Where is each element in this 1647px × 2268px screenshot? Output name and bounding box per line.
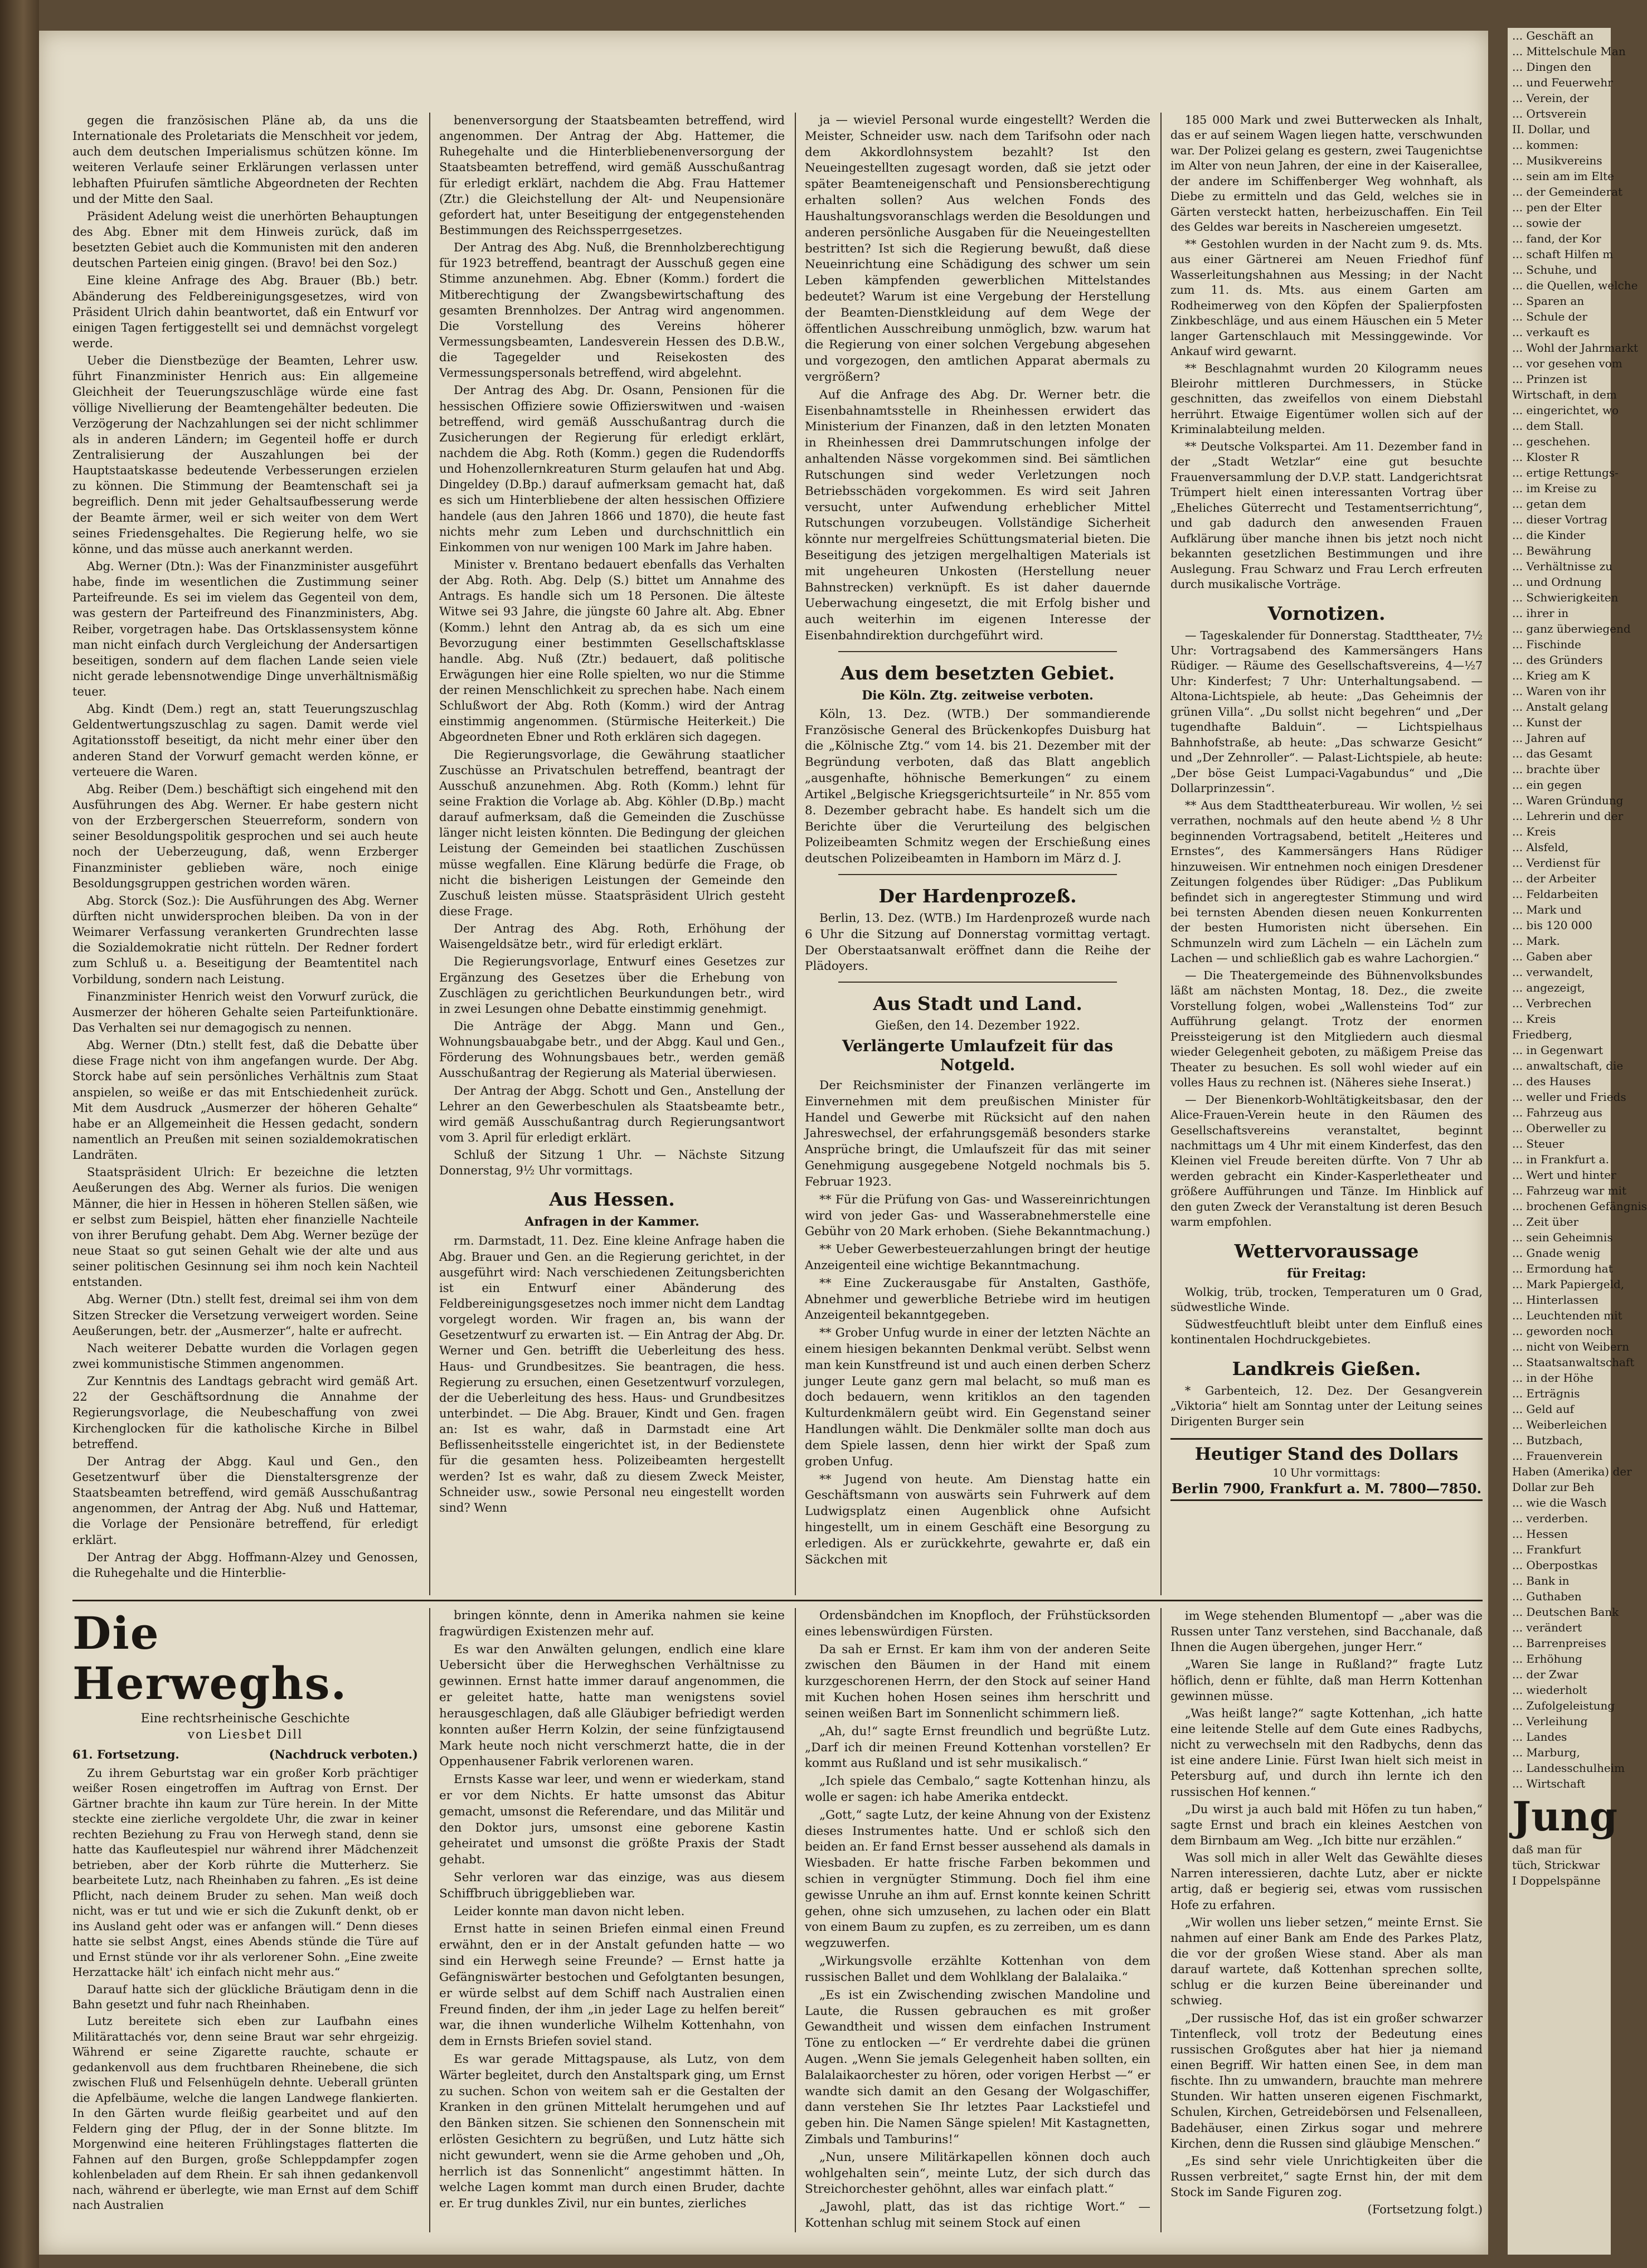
article-paragraph: ** Ueber Gewerbesteuerzahlungen bringt der heutige Anzeigenteil eine wichtige Bekanntmachung. xyxy=(805,1242,1150,1273)
strip-line: ... Wert und hinter xyxy=(1512,1168,1616,1182)
strip-line: ... Barrenpreises xyxy=(1512,1636,1606,1650)
serial-paragraph: „Was heißt lange?“ sagte Kottenhan, „ich hatte eine leitende Stelle auf dem Gute eines Radbychs, nicht zu verwechseln mit den Radbychs, denn das ist eine andere Linie. Fürst Iwan hielt sich meist in Petersburg auf, und durch ihn lernte ich den russischen Hof kennen.“ xyxy=(1170,1706,1483,1799)
strip-line: ... verändert xyxy=(1512,1621,1582,1634)
section-subheading: Verlängerte Umlaufzeit für das Notgeld. xyxy=(842,1037,1114,1074)
strip-line: ... Sparen an xyxy=(1512,294,1585,308)
strip-line: ... sein Geheimnis xyxy=(1512,1231,1613,1244)
strip-line: ... Jahren auf xyxy=(1512,731,1586,745)
strip-line: ... vor gesehen vom xyxy=(1512,357,1622,370)
article-paragraph: gegen die französischen Pläne ab, da uns die Internationale des Proletariats die Menschheit vor jedem, auch dem deutschen Imperialismus schützen könne. Im weiteren Verlaufe seiner Erklärungen verlassen unter lebhaften Pfuirufen sämtliche Abgeordneten der Rechten und der Mitte den Saal. xyxy=(72,114,418,206)
serial-paragraph: Es war gerade Mittagspause, als Lutz, von dem Wärter begleitet, durch den Anstaltspark ging, um Ernst zu suchen. Schon von weitem sah er die Gestalten der Kranken in den grünen Mittelalt herumgehen und auf den Bänken sitzen. Sie schienen den Sonnenschein mit erlösten Gesichtern zu begrüßen, und Lutz hätte sich nicht gewundert, wenn sie die Arme gehoben und „Oh, herrlich ist das Sonnenlicht“ angestimmt hätten. In welche Lagen kommt man durch einen Bruder, dachte er. Er trug dunkles Zivil, nur ein buntes, zierliches xyxy=(439,2052,785,2211)
strip-line: ... Schule der xyxy=(1512,310,1587,323)
strip-line: ... Zufolgeleistung xyxy=(1512,1699,1615,1712)
serial-column-1 xyxy=(72,1608,418,2215)
feuilleton-separator xyxy=(72,1600,1483,1601)
serial-paragraph: Ernsts Kasse war leer, und wenn er wiederkam, stand er vor dem Nichts. Er hatte umsonst das Abitur gemacht, umsonst die Referendare, und das Militär und den Doktor jurs, umsonst eine geborene Kastin geheiratet und umsonst die größte Praxis der Stadt gehabt. xyxy=(439,1772,785,1867)
serial-notice: (Nachdruck verboten.) xyxy=(269,1747,418,1762)
strip-line: tüch, Strickwar xyxy=(1512,1858,1600,1872)
article-paragraph: Berlin, 13. Dez. (WTB.) Im Hardenprozeß wurde nach 6 Uhr die Sitzung auf Donnerstag vormittag vertagt. Der Oberstaatsanwalt eröffnet dann die Reihe der Plädoyers. xyxy=(805,911,1150,974)
strip-line: ... Fischinde xyxy=(1512,638,1581,651)
dollar-title: Heutiger Stand des Dollars xyxy=(1194,1444,1459,1465)
strip-line: ... Kreis xyxy=(1512,1012,1556,1026)
strip-line: ... Erhöhung xyxy=(1512,1652,1582,1665)
article-paragraph: — Der Bienenkorb-Wohltätigkeitsbasar, den der Alice-Frauen-Verein heute in den Räumen des Gesellschaftsvereins veranstaltet, beginnt nachmittags um 4 Uhr mit einem Kinderfest, das den Kleinen viel Freude bereiten dürfte. Von 7 Uhr ab werden gebracht ein Kinder-Kasperletheater und größere Aufführungen und Tänze. Im Hinblick auf den guten Zweck der Veranstaltung ist deren Besuch warm empfohlen. xyxy=(1170,1092,1483,1229)
strip-line: ... Wirtschaft xyxy=(1512,1777,1586,1790)
strip-line: ... Butzbach, xyxy=(1512,1434,1583,1447)
article-paragraph: Abg. Werner (Dtn.) stellt fest, dreimal sei ihm von dem Sitzen Strecker die Versetzung verweigert worden. Seine Aeußerungen, betr. der „Ausmerzer“, halte er aufrecht. xyxy=(72,1293,418,1338)
article-paragraph: ** Für die Prüfung von Gas- und Wassereinrichtungen wird von jeder Gas- und Wasserabnehmerstelle eine Gebühr von 20 Mark erhoben. (Siehe Bekanntmachung.) xyxy=(805,1192,1150,1239)
strip-line: ... verderben. xyxy=(1512,1512,1588,1525)
strip-line: ... ihrer in xyxy=(1512,606,1569,620)
top-column-4 xyxy=(1170,113,1483,1501)
strip-line: ... und Feuerwehr xyxy=(1512,76,1613,89)
strip-line: ... Feldarbeiten xyxy=(1512,887,1599,901)
serial-paragraph: „Gott,“ sagte Lutz, der keine Ahnung von der Existenz dieses Instrumentes hatte. Und er schloß sich den beiden an. Er fand Ernst besser aussehend als damals in Wiesbaden. Er hatte frische Farben bekommen und schien in vergnügter Stimmung. Doch fiel ihm eine gewisse Unruhe an ihm auf. Ernst konnte keinen Schritt gehen, ohne sich umzusehen, zu lachen oder ein Blatt von einem Baum zu zupfen, es zu zerreiben, um es dann wegzuwerfen. xyxy=(805,1808,1150,1951)
strip-line: ... Deutschen Bank xyxy=(1512,1605,1619,1619)
serial-paragraph: Darauf hatte sich der glückliche Bräutigam denn in die Bahn gesetzt und fuhr nach Rheinhaben. xyxy=(72,1982,418,2011)
section-subheading: Die Köln. Ztg. zeitweise verboten. xyxy=(862,688,1094,703)
strip-line: ... angezeigt, xyxy=(1512,981,1585,994)
strip-line: ... Guthaben xyxy=(1512,1590,1582,1603)
strip-line: ... Lehrerin und der xyxy=(1512,809,1624,823)
strip-line: ... Waren von ihr xyxy=(1512,684,1606,698)
strip-line: ... Zeit über xyxy=(1512,1215,1579,1228)
strip-line: ... ganz überwiegend xyxy=(1512,622,1631,635)
strip-line: ... Mittelschule Man xyxy=(1512,45,1626,58)
strip-line: ... kommen: xyxy=(1512,138,1578,152)
strip-line: ... Gaben aber xyxy=(1512,950,1592,963)
strip-line: ... ertige Rettungs- xyxy=(1512,466,1619,479)
strip-line: ... der Zwar xyxy=(1512,1668,1578,1681)
strip-line: ... Ermordung hat xyxy=(1512,1262,1613,1275)
strip-line: ... Verbrechen xyxy=(1512,997,1592,1010)
strip-line: ... anwaltschaft, die xyxy=(1512,1059,1624,1072)
serial-paragraph: „Ah, du!“ sagte Ernst freundlich und begrüßte Lutz. „Darf ich dir meinen Freund Kottenhan vorstellen? Er kommt aus Rußland und ist sehr musikalisch.“ xyxy=(805,1724,1150,1771)
strip-line: ... Wohl der Jahrmarkt xyxy=(1512,341,1638,354)
strip-line: ... Erträgnis xyxy=(1512,1387,1580,1400)
article-paragraph: Der Antrag des Abg. Roth, Erhöhung der Waisengeldsätze betr., wird für erledigt erklärt. xyxy=(439,922,785,951)
article-paragraph: Eine kleine Anfrage des Abg. Brauer (Bb.) betr. Abänderung des Feldbereinigungsgesetzes, wird von Präsident Ulrich dahin beantwortet, daß ein Entwurf vor einigen Tagen fertiggestellt sei und demnächst vorgelegt werde. xyxy=(72,274,418,350)
serial-paragraph: „Du wirst ja auch bald mit Höfen zu tun haben,“ sagte Ernst und brach ein kleines Aestchen von dem Birnbaum am Weg. „Ich bitte nur erzählen.“ xyxy=(1170,1802,1483,1847)
strip-line: ... Kreis xyxy=(1512,825,1556,838)
strip-line: ... und Ordnung xyxy=(1512,575,1602,589)
strip-line: ... wie die Wasch xyxy=(1512,1496,1607,1509)
strip-line: ... in Gegenwart xyxy=(1512,1043,1604,1057)
article-paragraph: Der Antrag der Abgg. Schott und Gen., Anstellung der Lehrer an den Gewerbeschulen als Staatsbeamte betr., wird gemäß Ausschußantrag durch Regierungsantwort vom 3. April für erledigt erklärt. xyxy=(439,1084,785,1144)
strip-line: ... Verhältnisse zu xyxy=(1512,560,1613,573)
strip-line: Dollar zur Beh xyxy=(1512,1480,1595,1494)
section-heading: Vornotizen. xyxy=(1267,602,1386,624)
section-heading: Aus dem besetzten Gebiet. xyxy=(840,662,1115,684)
strip-line: ... Verdienst für xyxy=(1512,856,1600,870)
strip-line: ... pen der Elter xyxy=(1512,201,1602,214)
strip-line: ... Mark Papiergeld, xyxy=(1512,1278,1625,1291)
strip-line: ... Fahrzeug aus xyxy=(1512,1106,1602,1119)
serial-column-3 xyxy=(805,1608,1150,2233)
article-paragraph: Der Reichsminister der Finanzen verlängerte im Einvernehmen mit dem preußischen Minister für Handel und Gewerbe mit Rücksicht auf den nahen Jahreswechsel, der erfahrungsgemäß besonders starke Ansprüche bringt, die Umlaufszeit für das mit seiner Genehmigung ausgegebene Notgeld nochmals bis 5. Februar 1923. xyxy=(805,1079,1150,1189)
adjacent-page-strip xyxy=(1508,28,1647,2255)
weather-subheading: für Freitag: xyxy=(1287,1266,1366,1281)
article-paragraph: Die Anträge der Abgg. Mann und Gen., Wohnungsbauabgabe betr., und der Abgg. Kaul und Gen., Förderung des Wohnungsbaues betr., werden gemäß Ausschußantrag der Regierung als Material überwiesen. xyxy=(439,1019,785,1080)
strip-line: ... Steuer xyxy=(1512,1137,1565,1150)
weather-text: Südwestfeuchtluft bleibt unter dem Einfluß eines kontinentalen Hochdruckgebietes. xyxy=(1170,1317,1483,1347)
strip-line: ... Anstalt gelang xyxy=(1512,700,1609,713)
strip-line: ... sowie der xyxy=(1512,216,1581,230)
article-paragraph: Köln, 13. Dez. (WTB.) Der sommandierende Französische General des Brückenkopfes Duisburg hat die „Kölnische Ztg.“ vom 14. bis 21. Dezember mit der Begründung verboten, daß das Blatt angeblich „ausgenhafte, höhnische Bemerkungen“ zu einem Artikel „Belgische Kriegsgerichtsurteile“ in Nr. 855 vom 8. Dezember gebracht habe. Es handelt sich um die Berichte über die Verurteilung des belgischen Polizeibeamten Schmitz wegen der Erschießung eines deutschen Polizeibeamten in Hamborn im März d. J. xyxy=(805,707,1150,866)
serial-paragraph: „Es sind sehr viele Unrichtigkeiten über die Russen verbreitet,“ sagte Ernst hin, der mit dem Stock im Sande Figuren zog. xyxy=(1170,2154,1483,2199)
strip-line: ... dem Stall. xyxy=(1512,419,1584,433)
strip-line: ... Mark. xyxy=(1512,934,1560,948)
article-paragraph: Minister v. Brentano bedauert ebenfalls das Verhalten der Abg. Roth. Abg. Delp (S.) bittet um Annahme des Antrags. Es handle sich um 18 Personen. Die älteste Witwe sei 93 Jahre, die jüngste 60 Jahre alt. Abg. Ebner (Komm.) lehnt den Antrag ab, da es sich um eine Bevorzugung einer bestimmten Gesellschaftsklasse handle. Abg. Nuß (Ztr.) bedauert, daß politische Erwägungen hier eine Rolle spielten, wo nur die Stimme der reinen Menschlichkeit zu sprechen habe. Nach einem Schlußwort der Abg. Roth (Komm.) wird der Antrag einstimmig angenommen. (Stürmische Heiterkeit.) Die Abgeordneten Ebner und Roth erklären sich dagegen. xyxy=(439,557,785,744)
strip-line: ... Geld auf xyxy=(1512,1402,1575,1416)
dollar-rate-box xyxy=(1170,1438,1483,1501)
article-paragraph: Auf die Anfrage des Abg. Dr. Werner betr. die Eisenbahnamtsstelle in Rheinhessen erwidert das Ministerium der Finanzen, daß in den letzten Monaten in Rheinhessen drei Dammrutschungen infolge der anhaltenden Nässe vorgekommen sind. Bei sämtlichen Rutschungen sind weder Verletzungen noch Betriebsschäden vorgekommen. Es wird seit Jahren versucht, unter Aufwendung erheblicher Mittel Rutschungen vorzubeugen. Vollständige Sicherheit könnte nur mergelfreies Schüttungsmaterial bieten. Die Beseitigung des jetzigen mergelhaltigen Materials ist mit ungeheuren Unkosten (Herstellung neuer Bahnstrecken) verknüpft. Es ist daher dauernde Ueberwachung eingesetzt, die mit Erfolg bisher und auch weiterhin im eigenen Interesse der Eisenbahndirektion durchgeführt wird. xyxy=(805,387,1150,643)
newspaper-page xyxy=(39,31,1488,2255)
strip-line: II. Dollar, und xyxy=(1512,123,1590,136)
serial-column-4 xyxy=(1170,1608,1483,2217)
article-paragraph: Der Antrag der Abgg. Kaul und Gen., den Gesetzentwurf über die Dienstaltersgrenze der Staatsbeamten betreffend, wird gemäß Ausschußantrag angenommen, der Antrag der Abg. Nuß und Hattemar, die Vorlage der Pensionäre betreffend, für erledigt erklärt. xyxy=(72,1454,418,1547)
strip-line: ... Verleihung xyxy=(1512,1715,1588,1728)
strip-line: Haben (Amerika) der xyxy=(1512,1465,1632,1478)
strip-line: ... Ortsverein xyxy=(1512,107,1587,120)
strip-line: ... fand, der Kor xyxy=(1512,232,1601,245)
serial-paragraph: Leider konnte man davon nicht leben. xyxy=(454,1904,685,1919)
strip-line: Jung xyxy=(1512,1793,1618,1840)
strip-line: ... in der Höhe xyxy=(1512,1371,1593,1385)
strip-line: ... des Gründers xyxy=(1512,653,1603,667)
strip-line: ... Verein, der xyxy=(1512,91,1589,105)
article-paragraph: Präsident Adelung weist die unerhörten Behauptungen des Abg. Ebner mit dem Hinweis zurück, daß im besetzten Gebiet auch die Kommunisten mit den anderen deutschen Parteien einig gingen. (Bravo! bei den Soz.) xyxy=(72,209,418,270)
top-column-3 xyxy=(805,113,1150,1570)
strip-line: I Doppelspänne xyxy=(1512,1874,1601,1887)
strip-line: ... Schuhe, und xyxy=(1512,263,1597,276)
strip-line: ... Frankfurt xyxy=(1512,1543,1581,1556)
weather-heading: Wettervoraussage xyxy=(1234,1240,1419,1262)
strip-line: ... Landes xyxy=(1512,1730,1567,1744)
strip-line: ... Krieg am K xyxy=(1512,669,1590,682)
article-paragraph: Nach weiterer Debatte wurden die Vorlagen gegen zwei kommunistische Stimmen angenommen. xyxy=(72,1341,418,1371)
article-paragraph: Abg. Kindt (Dem.) regt an, statt Teuerungszuschlag Geldentwertungszuschlag zu sagen. Damit werde viel Agitationsstoff beseitigt, da nicht mehr einer über den anderen Stand der Vorwurf gemacht werden könne, er verteuere die Waren. xyxy=(72,702,418,779)
article-paragraph: rm. Darmstadt, 11. Dez. Eine kleine Anfrage haben die Abg. Brauer und Gen. an die Regierung gerichtet, in der ausgeführt wird: Nach verschiedenen Zeitungsberichten ist ein Entwurf einer Abänderung des Feldbereinigungsgesetzes noch immer nicht dem Landtag vorgelegt worden. Wir fragen an, bis wann der Gesetzentwurf zu erwarten ist. — Ein Antrag der Abg. Dr. Werner und Gen. betrifft die Ueberleitung des hess. Haus- und Grundbesitzes. Sie beantragen, die hess. Regierung zu ersuchen, einen Gesetzentwurf vorzulegen, der die Ueberleitung des hess. Haus- und Grundbesitzes unterbindet. — Die Abg. Brauer, Kindt und Gen. fragen an: Ist es wahr, daß in Darmstadt eine Art Beflissenheitsstelle eingerichtet ist, in der Bedienstete für die gesamten hess. Polizeibeamten hergestellt werden? Ist es wahr, daß zu diesem Zweck Meister, Schneider usw., sowie Personal neu eingestellt worden sind? Wenn xyxy=(439,1234,785,1514)
strip-line: ... schaft Hilfen m xyxy=(1512,247,1614,261)
section-heading: Landkreis Gießen. xyxy=(1232,1357,1421,1380)
serial-paragraph: „Ich spiele das Cembalo,“ sagte Kottenhan hinzu, als wolle er sagen: ich habe Amerika entdeckt. xyxy=(805,1774,1150,1804)
strip-line: ... Leuchtenden mit xyxy=(1512,1309,1622,1322)
article-paragraph: 185 000 Mark und zwei Butterwecken als Inhalt, das er auf seinem Wagen liegen hatte, verschwunden war. Der Polizei gelang es gestern, zwei Taugenichtse im Alter von neun Jahren, der eine in der Kaiserallee, der andere im Schiffenberger Weg wohnhaft, als Diebe zu ermitteln und das Geld, welches sie in Gärten versteckt hatten, herbeizuschaffen. Ein Teil des Geldes war bereits in Naschereien umgesetzt. xyxy=(1170,113,1483,234)
strip-line: ... Hessen xyxy=(1512,1527,1568,1541)
strip-line: ... Weiberleichen xyxy=(1512,1418,1607,1431)
section-heading: Der Hardenprozeß. xyxy=(878,885,1077,907)
article-paragraph: Abg. Storck (Soz.): Die Ausführungen des Abg. Werner dürften nicht unwidersprochen bleiben. Da von in der Weimarer Verfassung verankerten Grundrechten lasse die Sozialdemokratie nicht rütteln. Der Redner fordert zum Schluß u. a. Beseitigung der Beamtentitel nach Vorbildung, sondern nach Leistung. xyxy=(72,893,418,986)
weather-text: Wolkig, trüb, trocken, Temperaturen um 0 Grad, südwestliche Winde. xyxy=(1170,1285,1483,1314)
strip-line: ... Bewährung xyxy=(1512,544,1592,557)
serial-paragraph: Ernst hatte in seinen Briefen einmal einen Freund erwähnt, den er in der Anstalt gefunden hatte — wo sind ein Herwegh seine Freunde? — Ernst hatte ja Gefängniswärter bestochen und Gefolgtanten besungen, er würde selbst auf dem Schiff nach Australien einen Freund finden, der ihm „in jeder Lage zu helfen bereit“ war, die ihnen wunderliche Wilhelm Kottenhahn, von dem in Ernsts Briefen soviel stand. xyxy=(439,1922,785,2049)
serial-author: von Liesbet Dill xyxy=(187,1728,303,1742)
article-paragraph: ** Deutsche Volkspartei. Am 11. Dezember fand in der „Stadt Wetzlar“ eine gut besuchte Frauenversammlung der D.V.P. statt. Landgerichtsrat Trümpert hielt einen interessanten Vortrag über „Eheliches Güterrecht und Testamentserrichtung“, und gab dadurch den anwesenden Frauen Aufklärung über manche ihnen bis jetzt noch nicht bekannten gesetzlichen Bestimmungen und ihre Auslegung. Frau Schwarz und Frau Lerch erfreuten durch musikalische Vorträge. xyxy=(1170,439,1483,591)
strip-line: ... weller und Frieds xyxy=(1512,1090,1626,1104)
article-paragraph: Die Regierungsvorlage, Entwurf eines Gesetzes zur Ergänzung des Gesetzes über die Erhebung von Zuschlägen zu gerichtlichen Beurkundungen betr., wird in zwei Lesungen ohne Debatte einstimmig genehmigt. xyxy=(439,955,785,1016)
serial-paragraph: „Nun, unsere Militärkapellen können doch auch wohlgehalten sein“, meinte Lutz, der sich durch das Streichorchester gehöhnt, alles war einfach platt.“ xyxy=(805,2150,1150,2197)
strip-line: ... Geschäft an xyxy=(1512,29,1594,42)
strip-line: ... eingerichtet, wo xyxy=(1512,404,1619,417)
serial-paragraph: „Der russische Hof, das ist ein großer schwarzer Tintenfleck, voll trotz der Bedeutung eines russischen Großgutes aber hat hier ja niemand einen Begriff. Wir hatten einen See, in dem man fischte. Ihn zu umwandern, brauchte man mehrere Stunden. Wir hatten unseren eigenen Fischmarkt, Schulen, Kirchen, Getreidebörsen und Felsenalleen, Badehäuser, einen Zirkus sogar und mehrere Kirchen, denn die Russen sind gläubige Menschen.“ xyxy=(1170,2011,1483,2150)
strip-line: daß man für xyxy=(1512,1843,1582,1856)
article-paragraph: Abg. Werner (Dtn.) stellt fest, daß die Debatte über diese Frage nicht von ihm angefangen wurde. Der Abg. Storck habe auf sein persönliches Verhältnis zum Staat anspielen, so weiße er das mit Entschiedenheit zurück. Mit dem Ausdruck „Ausmerzer der höheren Gehalte“ habe er an Allgemeinheit die Hessen gedacht, sondern namentlich an Preußen mit seinen sozialdemokratischen Landräten. xyxy=(72,1038,418,1162)
serial-paragraph: „Jawohl, platt, das ist das richtige Wort.“ — Kottenhan schlug mit seinem Stock auf einen xyxy=(805,2200,1150,2231)
strip-line: ... verkauft es xyxy=(1512,326,1590,339)
strip-line: ... Kloster R xyxy=(1512,450,1579,464)
serial-paragraph: Was soll mich in aller Welt das Gewählte dieses Narren interessieren, dachte Lutz, aber er nickte artig, daß er begierig sei, etwas vom russischen Hofe zu erfahren. xyxy=(1170,1851,1483,1912)
article-paragraph: benenversorgung der Staatsbeamten betreffend, wird angenommen. Der Antrag der Abg. Hattemer, die Ruhegehalte und die Hinterbliebenenversorgung der Staatsbeamten betreffend, wird gemäß Ausschußantrag für erledigt erklärt, nachdem die Abg. Frau Hattemer (Ztr.) die Gleichstellung der Alt- und Neupensionäre gefordert hat, unter Beseitigung der entgegenstehenden Bestimmungen des Reichssperrgesetzes. xyxy=(439,114,785,237)
section-subheading: Anfragen in der Kammer. xyxy=(524,1215,699,1230)
strip-line: ... Bank in xyxy=(1512,1574,1570,1587)
strip-line: ... geschehen. xyxy=(1512,435,1591,448)
serial-column-2 xyxy=(439,1608,785,2214)
strip-line: ... dieser Vortrag xyxy=(1512,513,1608,526)
strip-line: ... in Frankfurt a. xyxy=(1512,1153,1609,1166)
serial-part: 61. Fortsetzung. xyxy=(72,1747,179,1762)
strip-line: ... Kunst der xyxy=(1512,716,1582,729)
article-paragraph: Abg. Werner (Dtn.): Was der Finanzminister ausgeführt habe, finde im wesentlichen die Zustimmung seiner Parteifreunde. Es sei im vielem das Gegenteil von dem, was gestern der Parteifreund des Finanzministers, Abg. Reiber, vorgetragen habe. Das Ortsklassensystem könne man nicht einfach durch Vergleichung der Andersartigen beseitigen, sondern auf dem flachen Lande seien viele nicht gerade lebensnotwendige Dinge unverhältnismäßig teuer. xyxy=(72,559,418,699)
strip-line: ... Staatsanwaltschaft xyxy=(1512,1356,1635,1369)
strip-line: ... Oberweller zu xyxy=(1512,1121,1606,1135)
strip-line: ... bis 120 000 xyxy=(1512,919,1592,932)
strip-line: ... Frauenverein xyxy=(1512,1449,1603,1463)
strip-line: ... der Gemeinderat xyxy=(1512,185,1623,198)
article-paragraph: Ueber die Dienstbezüge der Beamten, Lehrer usw. führt Finanzminister Henrich aus: Ein allgemeine Gleichheit der Teuerungszuschläge würde eine fast völlige Nivellierung der Beamtengehälter bedeuten. Die Verzögerung der Nachzahlungen sei der nicht schlimmer als in anderen Ländern; im Gegenteil hoffe er durch Zentralisierung der Auszahlungen bei der Hauptstaatskasse bedeutende Verbesserungen erzielen zu können. Die Stimmung der Beamtenschaft sei ja begreiflich. Denn mit jeder Gehaltsaufbesserung werde der Beamte ärmer, weil er sich weiter von dem Wert seines Friedensgehaltes. Die Regierung helfe, wo sie könne, und das müsse auch anerkannt werden. xyxy=(72,354,418,556)
dollar-time: 10 Uhr vormittags: xyxy=(1272,1466,1381,1480)
article-paragraph: * Garbenteich, 12. Dez. Der Gesangverein „Viktoria“ hielt am Sonntag unter der Leitung seines Dirigenten Burger sein xyxy=(1170,1383,1483,1428)
article-paragraph: Abg. Reiber (Dem.) beschäftigt sich eingehend mit den Ausführungen des Abg. Werner. Er habe gestern nicht von der Erzbergerschen Steuerreform, sondern von seiner Besoldungspolitik gesprochen und sei auch heute noch der Ueberzeugung, daß, wenn Erzberger Finanzminister geblieben wäre, noch einige Besoldungsgruppen gestrichen worden wären. xyxy=(72,782,418,890)
section-heading: Aus Hessen. xyxy=(549,1188,675,1211)
strip-line: ... Musikvereins xyxy=(1512,154,1602,167)
serial-paragraph: Lutz bereitete sich eben zur Laufbahn eines Militärattachés vor, denn seine Braut war sehr ehrgeizig. Während er seine Zigarette rauchte, schaute er gedankenvoll aus dem fruchtbaren Rheinebene, die sich zwischen Fluß und Felsenhügeln dehnte. Ueberall grünten die Apfelbäume, welche die langen Landwege flankierten. In den Gärten wurde fleißig gearbeitet und auf den Feldern ging der Pflug, der in der Sonne blitzte. Im Morgenwind eine heiteren Frühlingstages flatterten die Fahnen auf den Burgen, große Schleppdampfer zogen kohlenbeladen auf dem Rhein. Er sah ihnen gedankenvoll nach, während er überlegte, wie man Ernst auf dem Schiff nach Australien xyxy=(72,2014,418,2212)
serial-paragraph: „Wirkungsvolle erzählte Kottenhan von dem russischen Ballet und dem Wohlklang der Balalaika.“ xyxy=(805,1954,1150,1984)
strip-line: ... Oberpostkas xyxy=(1512,1558,1598,1572)
serial-title: Die Herweghs. xyxy=(72,1607,348,1710)
serial-paragraph: „Es ist ein Zwischending zwischen Mandoline und Laute, die Russen gebrauchen es mit großer Gewandtheit und wissen dem einfachen Instrument Töne zu entlocken —“ Er verdrehte dabei die grünen Augen. „Wenn Sie jemals Gelegenheit haben sollten, ein Balalaikaorchester zu hören, oder vorigen Herbst —“ er wandte sich damit an den Gesang der Wolgaschiffer, dann verstehen Sie Ihr letztes Paar Lackstiefel und geben hin. Die Namen Sänge spielen! Mit Kastagnetten, Zimbals und Tamburins!“ xyxy=(805,1988,1150,2146)
book-binding xyxy=(0,0,39,2268)
strip-line: ... das Gesamt xyxy=(1512,747,1592,760)
article-paragraph: Der Antrag des Abg. Nuß, die Brennholzberechtigung für 1923 betreffend, beantragt der Ausschuß gegen eine Stimme anzunehmen. Abg. Ebner (Komm.) fordert die Mitberechtigung der Zwangsbewirtschaftung des gesamten Brennholzes. Der Antrag wird angenommen. Die Vorstellung des Vereins höherer Vermessungsbeamten, Landesverein Hessen des D.B.W., die Tagegelder und Reisekosten des Vermessungspersonals betreffend, wird abgelehnt. xyxy=(439,241,785,380)
strip-line: ... Gnade wenig xyxy=(1512,1246,1601,1260)
serial-paragraph: Ordensbändchen im Knopfloch, der Frühstücksorden eines lebenswürdigen Fürsten. xyxy=(805,1609,1150,1639)
serial-paragraph: „Wir wollen uns lieber setzen,“ meinte Ernst. Sie nahmen auf einer Bank am Ende des Parkes Platz, die vor der großen Wiese stand. Aber als man darauf wartete, daß Kottenhan sprechen sollte, schlug er die kurzen Beine übereinander und schwieg. xyxy=(1170,1915,1483,2008)
serial-part-line xyxy=(72,1747,418,1762)
dateline: Gießen, den 14. Dezember 1922. xyxy=(875,1019,1080,1033)
strip-line: ... des Hauses xyxy=(1512,1075,1591,1088)
serial-paragraph: „Waren Sie lange in Rußland?“ fragte Lutz höflich, denn er fühlte, daß man Herrn Kottenhan gewinnen müsse. xyxy=(1170,1658,1483,1703)
top-column-1 xyxy=(72,113,418,1582)
strip-line: ... ein gegen xyxy=(1512,778,1582,791)
article-paragraph: Zur Kenntnis des Landtags gebracht wird gemäß Art. 22 der Geschäftsordnung die Annahme der Regierungsvorlage, die Neubeschaffung von zwei Kirchenglocken für die katholische Kirche in Bilbel betreffend. xyxy=(72,1375,418,1451)
strip-line: ... die Quellen, welche xyxy=(1512,279,1638,292)
strip-line: ... nicht von Weibern xyxy=(1512,1340,1629,1353)
section-heading: Aus Stadt und Land. xyxy=(873,993,1082,1015)
serial-paragraph: Da sah er Ernst. Er kam ihm von der anderen Seite zwischen den Bäumen in der Hand mit einem kurzgeschorenen Herrn, der den Stock auf seiner Hand mit Kuchen hohen Hosen seines ihm herschritt und seinen weißen Bart im Sonnenlicht schimmern ließ. xyxy=(805,1642,1150,1721)
article-paragraph: Der Antrag des Abg. Dr. Osann, Pensionen für die hessischen Offiziere sowie Offizierswitwen und -waisen betreffend, wird gemäß Ausschußantrag durch die Zusicherungen der Regierung für erledigt erklärt, nachdem die Abg. Roth (Komm.) gegen die Rudendorffs und Hohenzollernkreaturen Sturm gelaufen hat und Abg. Dingeldey (D.Bp.) darauf aufmerksam gemacht hat, daß es sich um Hinterbliebene der alten hessischen Offiziere handele (aus den Jahren 1866 und 1870), die heute fast nichts mehr zum Leben und durchschnittlich ein Einkommen von nur wenigen 100 Mark im Jahre haben. xyxy=(439,383,785,554)
strip-line: ... Alsfeld, xyxy=(1512,841,1569,854)
strip-line: ... wiederholt xyxy=(1512,1683,1587,1697)
article-paragraph: Die Regierungsvorlage, die Gewährung staatlicher Zuschüsse an Privatschulen betreffend, beantragt der Ausschuß anzunehmen. Abg. Roth (Komm.) lehnt für seine Fraktion die Vorlage ab. Abg. Köhler (D.Bp.) macht darauf aufmerksam, daß die Gemeinden die Zuschüsse länger nicht leisten könnten. Die Bedingung der gleichen Leistung der Gemeinden bei staatlichen Zuschüssen müsse wegfallen. Eine Klärung bedürfe die Frage, ob nicht die bisherigen Leistungen der Gemeinde den Zuschuß leisten müsse. Staatspräsident Ulrich gesteht diese Frage. xyxy=(439,747,785,919)
strip-line: ... Marburg, xyxy=(1512,1746,1580,1759)
strip-line: ... Mark und xyxy=(1512,903,1582,916)
serial-continued: (Fortsetzung folgt.) xyxy=(1367,2203,1483,2217)
strip-line: ... die Kinder xyxy=(1512,528,1586,542)
strip-line: ... Fahrzeug war mit xyxy=(1512,1184,1627,1197)
serial-paragraph: im Wege stehenden Blumentopf — „aber was die Russen unter Tanz verstehen, sind Bacchanale, daß Ihnen die Augen übergehen, junger Herr.“ xyxy=(1170,1609,1483,1654)
article-paragraph: Staatspräsident Ulrich: Er bezeichne die letzten Aeußerungen des Abg. Werner als furios. Die wenigen Männer, die hier in Hessen in höheren Stellen säßen, wie er selbst zum Beispiel, hätten eher finanzielle Nachteile von ihrer Berufung gehabt. Dem Abg. Werner bezüge der neue Staat so gut seinen Gehalt wie der alte und aus seiner politischen Gesinnung sei ihm noch kein Nachteil entstanden. xyxy=(72,1165,418,1289)
strip-line: ... getan dem xyxy=(1512,497,1586,511)
serial-paragraph: Sehr verloren war das einzige, was aus diesem Schiffbruch übriggeblieben war. xyxy=(439,1871,785,1901)
strip-line: ... Dingen den xyxy=(1512,60,1592,74)
strip-line: ... Hinterlassen xyxy=(1512,1293,1599,1307)
top-column-2 xyxy=(439,113,785,1517)
strip-line: ... verwandelt, xyxy=(1512,965,1593,979)
strip-line: ... Prinzen ist xyxy=(1512,372,1587,386)
strip-line: ... brachte über xyxy=(1512,763,1600,776)
serial-paragraph: bringen könnte, denn in Amerika nahmen sie keine fragwürdigen Existenzen mehr auf. xyxy=(439,1609,785,1639)
strip-line: Friedberg, xyxy=(1512,1028,1572,1041)
article-paragraph: ** Eine Zuckerausgabe für Anstalten, Gasthöfe, Abnehmer und gewerbliche Betriebe wird im heutigen Anzeigenteil bekanntgegeben. xyxy=(805,1276,1150,1323)
article-paragraph: ** Beschlagnahmt wurden 20 Kilogramm neues Bleirohr mittleren Durchmessers, in Stücke geschnitten, das zweifellos von einem Diebstahl herrührt. Etwaige Eigentümer wollen sich auf der Kriminalabteilung melden. xyxy=(1170,361,1483,436)
article-paragraph: — Die Theatergemeinde des Bühnenvolksbundes läßt am nächsten Montag, 18. Dez., die zweite Vorstellung folgen, wobei „Wallensteins Tod“ zur Aufführung gelangt. Trotz der enormen Preissteigerung ist den Mitgliedern auch diesmal wieder Gelegenheit geboten, zu mäßigem Preise das Theater zu besuchen. Es soll wohl wieder auf ein volles Haus zu rechnen ist. (Näheres siehe Inserat.) xyxy=(1170,968,1483,1090)
strip-line: ... Schwierigkeiten xyxy=(1512,591,1619,604)
article-paragraph: ja — wieviel Personal wurde eingestellt? Werden die Meister, Schneider usw. nach dem Tarifsohn oder nach dem Akkordlohnsystem bezahlt? Ist den Neueingestellten zugesagt worden, daß sie jetzt oder später Beamteneigenschaft und Pensionsberechtigung erhalten sollen? Aus welchen Fonds des Haushaltungsvoranschlags werden die Besoldungen und anderen persönliche Ausgaben für die Neueingestellten bestritten? Ist sich die Regierung bewußt, daß diese Neueinrichtung eine Schädigung des schwer um sein Leben kämpfenden gewerblichen Mittelstandes bedeutet? Warum ist eine Vergebung der Herstellung der Beamten-Dienstkleidung auf dem Wege der öffentlichen Ausschreibung unmöglich, bzw. warum hat die Regierung von einer solchen Vergebung abgesehen und vorgezogen, den amtlichen Apparat abermals zu vergrößern? xyxy=(805,113,1150,384)
serial-paragraph: Zu ihrem Geburtstag war ein großer Korb prächtiger weißer Rosen eingetroffen im Auftrag von Ernst. Der Gärtner brachte ihn kaum zur Türe herein. In der Mitte steckte eine zierliche vergoldete Uhr, die zwar in keiner rechten Beziehung zu Frau von Herwegh stand, denn sie hatte das Kaufleutespiel nur während ihrer Mädchenzeit betrieben, aber der Korb rührte die Mutterherz. Sie bearbeitete Lutz, nach Rheinhaben zu fahren. „Es ist deine Pflicht, nach deinem Bruder zu sehen. Man weiß doch nicht, was er tut und wie er sich die Zukunft denkt, ob er ins Ausland geht oder was er anfangen will.“ Denn dieses hatte sie selbst Angst, eines Abends stünde die Türe auf und Ernst stünde vor ihr als verlorener Sohn. „Eine zweite Herzattacke hält' ich einfach nicht mehr aus.“ xyxy=(72,1766,418,1979)
strip-line: ... im Kreise zu xyxy=(1512,482,1597,495)
article-paragraph: Finanzminister Henrich weist den Vorwurf zurück, die Ausmerzer der höheren Gehalte seien Parteifunktionäre. Das Verhalten sei nur demagogisch zu nennen. xyxy=(72,989,418,1035)
strip-line: ... sein am im Elte xyxy=(1512,169,1614,183)
strip-line: Wirtschaft, in dem xyxy=(1512,388,1617,401)
strip-line: ... brochenen Gefängnis xyxy=(1512,1199,1647,1213)
dollar-values: Berlin 7900, Frankfurt a. M. 7800—7850. xyxy=(1172,1480,1481,1497)
strip-line: ... geworden noch xyxy=(1512,1324,1614,1338)
article-paragraph: ** Grober Unfug wurde in einer der letzten Nächte an einem hiesigen bekannten Denkmal verübt. Selbst wenn man kein Kunstfreund ist und auch einen derben Scherz junger Leute ganz gern mal belacht, so muß man es doch bedauern, wenn kritiklos an den tagenden Kulturdenkmälern geübt wird. Ein Gegenstand seiner Handlungen wählt. Die Denkmäler sollte man doch aus dem Spiele lassen, denn hier wirkt der Spaß zum groben Unfug. xyxy=(805,1326,1150,1469)
strip-line: ... Landesschulheim xyxy=(1512,1761,1625,1775)
serial-paragraph: Es war den Anwälten gelungen, endlich eine klare Uebersicht über die Herweghschen Verhältnisse zu gewinnen. Ernst hatte immer darauf angenommen, die er geleitet hatte, hatte man wenigstens soviel herausgeschlagen, daß alle Gläubiger befriedigt werden konnten außer Herrn Kolzin, der seine fünfzigtausend Mark heute noch nicht verschmerzt hatte, die in der Oppenhausener Fabrik verlorenen waren. xyxy=(439,1642,785,1769)
article-paragraph: Schluß der Sitzung 1 Uhr. — Nächste Sitzung Donnerstag, 9½ Uhr vormittags. xyxy=(439,1148,785,1178)
article-paragraph: ** Gestohlen wurden in der Nacht zum 9. ds. Mts. aus einer Gärtnerei am Neuen Friedhof fünf Wasserleitungshahnen aus Messing; in der Nacht zum 11. ds. Mts. aus einem Garten am Rodheimerweg von den Köpfen der Spalierpfosten Zinkbeschläge, und aus einem Häuschen ein 5 Meter langer Gartenschlauch mit Messinggewinde. Vor Ankauf wird gewarnt. xyxy=(1170,237,1483,358)
article-paragraph: ** Jugend von heute. Am Dienstag hatte ein Geschäftsmann von auswärts sein Fuhrwerk auf dem Ludwigsplatz einen Augenblick ohne Aufsicht hingestellt, um in einem Geschäft eine Besorgung zu erledigen. Als er zurückkehrte, gewahrte er, daß ein Säckchen mit xyxy=(805,1472,1150,1567)
article-paragraph: ** Aus dem Stadttheaterbureau. Wir wollen, ½ sei verrathen, nochmals auf den heute abend ½ 8 Uhr beginnenden Vortragsabend, betitelt „Heiteres und Ernstes“, des Kammersängers Hans Rüdiger hinzuweisen. Wir entnehmen noch einigen Dresdener Zeitungen folgendes über Rüdiger: „Das Publikum befindet sich in angeregtester Stimmung und wird bei ternsten Abenden diesen neuen Konkurrenten der besten Humoristen nicht übersehen. Ein Schmunzeln wird zum Lächeln — ein Lächeln zum Lachen — und schließlich gab es wahre Lachorgien.“ xyxy=(1170,798,1483,965)
serial-subtitle: Eine rechtsrheinische Geschichte xyxy=(140,1712,350,1726)
article-paragraph: — Tageskalender für Donnerstag. Stadttheater, 7½ Uhr: Vortragsabend des Kammersängers Hans Rüdiger. — Räume des Gesellschaftsvereins, 4—½7 Uhr: Kinderfest; 7 Uhr: Unterhaltungsabend. — Altona-Lichtspiele, ab heute: „Das Geheimnis der grünen Villa“. „Du sollst nicht begehren“ und „Der tugendhafte Balduin“. — Lichtspielhaus Bahnhofstraße, ab heute: „Das schwarze Gesicht“ und „Der Zehnroller“. — Palast-Lichtspiele, ab heute: „Der böse Geist Lumpaci-Vagabundus“ und „Die Dollarprinzessin“. xyxy=(1170,628,1483,795)
strip-line: ... Waren Gründung xyxy=(1512,794,1624,807)
strip-line: ... der Arbeiter xyxy=(1512,872,1596,885)
article-paragraph: Der Antrag der Abgg. Hoffmann-Alzey und Genossen, die Ruhegehalte und die Hinterblie- xyxy=(72,1550,418,1580)
